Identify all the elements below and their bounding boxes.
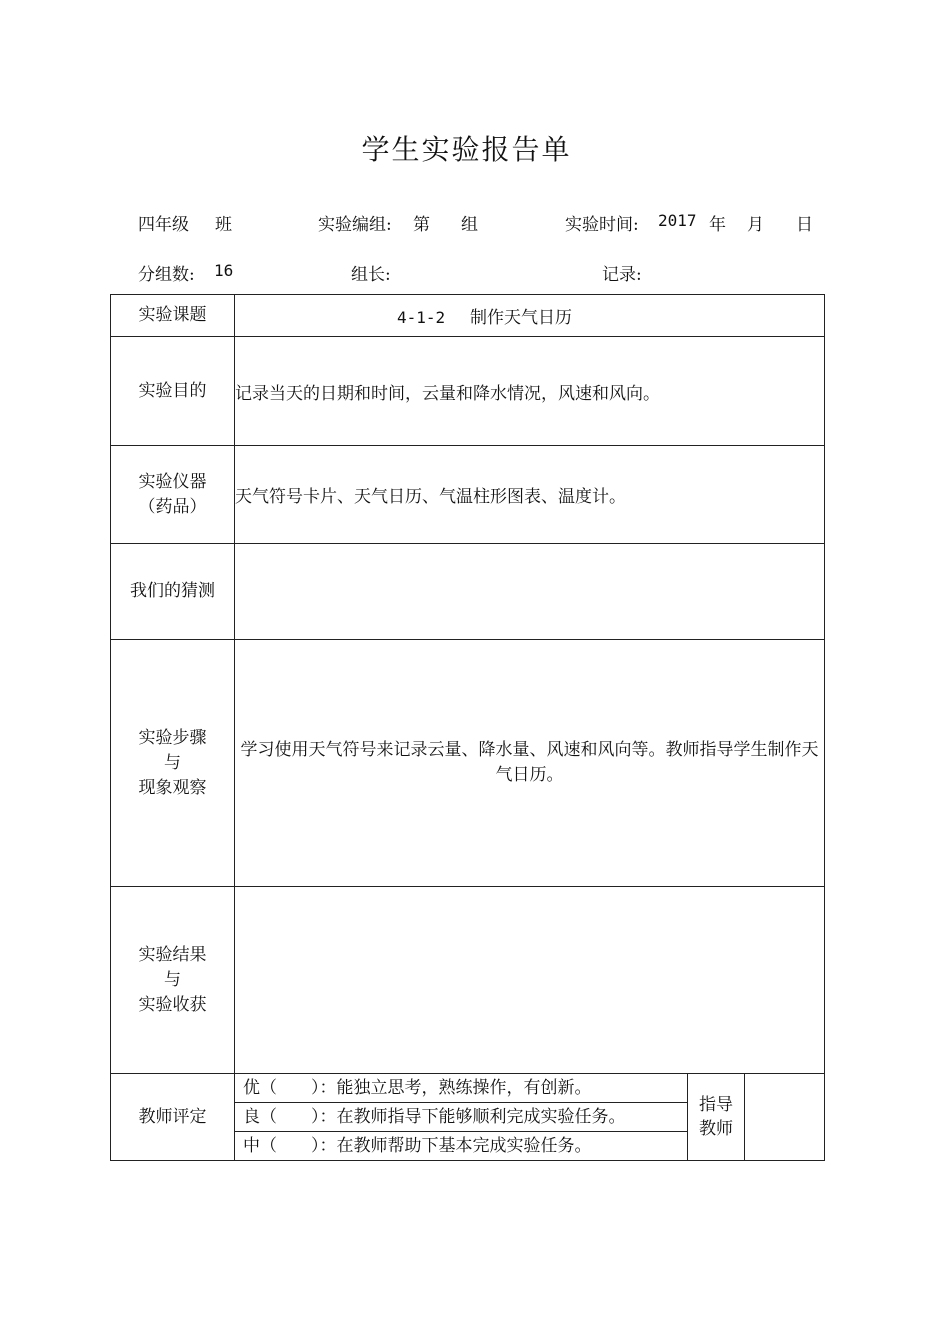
eval-label: 教师评定: [111, 1074, 235, 1161]
grade-label: 四年级: [138, 215, 189, 235]
group-label: 实验编组:: [318, 215, 392, 235]
eval-option-average: 中（ ）：在教师帮助下基本完成实验任务。: [235, 1131, 687, 1160]
recorder-label: 记录:: [602, 265, 642, 285]
guide-teacher-label: [688, 1074, 745, 1161]
year-unit: 年: [709, 215, 726, 235]
guess-label: 我们的猜测: [111, 544, 235, 640]
leader-label: 组长:: [351, 265, 391, 285]
eval-option-excellent: 优（ ）：能独立思考，熟练操作，有创新。: [243, 1078, 592, 1098]
steps-label-line2: 与: [164, 752, 181, 773]
steps-text: 学习使用天气符号来记录云量、降水量、风速和风向等。教师指导学生制作天气日历。: [235, 640, 825, 887]
steps-label-line3: 现象观察: [138, 777, 207, 798]
eval-options: [235, 1074, 688, 1161]
eval-option-good: 良（ ）：在教师指导下能够顺利完成实验任务。: [235, 1102, 687, 1131]
purpose-text: 记录当天的日期和时间，云量和降水情况，风速和风向。: [235, 337, 825, 446]
group-zu: 组: [461, 215, 478, 235]
result-label: [111, 887, 235, 1074]
topic-text: 制作天气日历: [469, 308, 572, 328]
steps-label: [111, 640, 235, 887]
report-table: [110, 294, 825, 1161]
group-count-value: 16: [214, 261, 234, 280]
result-label-line2: 与: [164, 969, 181, 990]
class-label: 班: [215, 215, 232, 235]
table-row: [111, 337, 825, 446]
group-di: 第: [413, 215, 430, 235]
page-title: 学生实验报告单: [361, 133, 572, 166]
result-label-line3: 实验收获: [138, 994, 207, 1015]
guess-text: [235, 544, 825, 640]
table-row: [111, 446, 825, 544]
instrument-text: 天气符号卡片、天气日历、气温柱形图表、温度计。: [235, 446, 825, 544]
guide-teacher-value: [745, 1074, 825, 1161]
topic-cell: [235, 295, 825, 337]
year-value: 2017: [658, 211, 697, 230]
steps-label-line1: 实验步骤: [138, 727, 207, 748]
result-text: [235, 887, 825, 1074]
group-count-label: 分组数:: [138, 265, 195, 285]
time-label: 实验时间:: [565, 215, 639, 235]
purpose-label: 实验目的: [111, 337, 235, 446]
topic-label: 实验课题: [111, 295, 235, 337]
instrument-label: [111, 446, 235, 544]
instrument-label-line1: 实验仪器: [138, 471, 207, 492]
table-row: [111, 887, 825, 1074]
month-unit: 月: [747, 215, 764, 235]
guide-label-line2: 教师: [699, 1119, 733, 1139]
table-row: [111, 544, 825, 640]
table-row: [111, 1074, 825, 1161]
day-unit: 日: [796, 215, 813, 235]
topic-code: 4-1-2: [397, 308, 446, 327]
guide-label-line1: 指导: [699, 1095, 733, 1115]
result-label-line1: 实验结果: [138, 944, 207, 965]
table-row: [111, 295, 825, 337]
table-row: [111, 640, 825, 887]
instrument-label-line2: （药品）: [138, 496, 207, 517]
